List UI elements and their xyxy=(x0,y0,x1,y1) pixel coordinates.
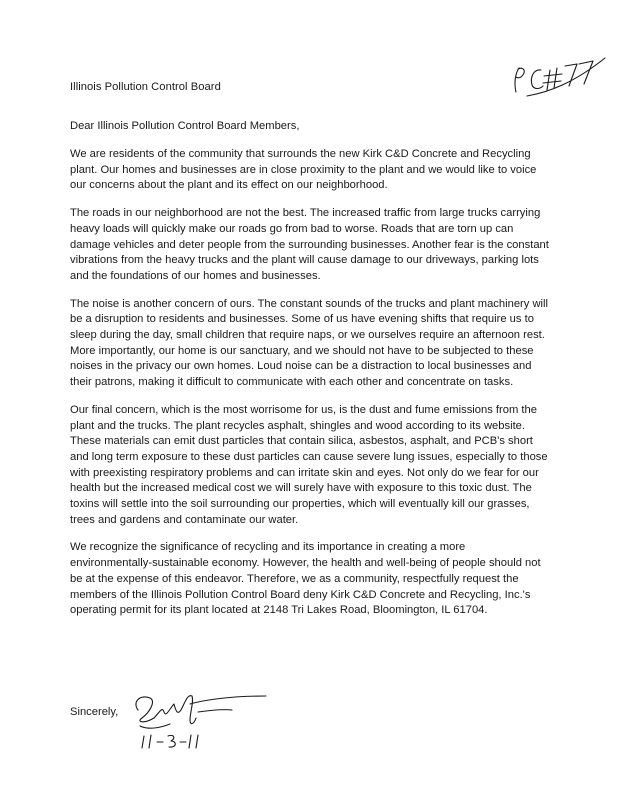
paragraph-roads: The roads in our neighborhood are not the best. The increased traffic from large trucks carrying heavy loads will quickly make our roads go from bad to worse. Roads that are torn up can damage vehicles and deter people from the surrounding businesses. Another fear is the constant vibrations from the heavy trucks and the plant will cause damage to our driveways, parking lots and the foundations of our homes and businesses. xyxy=(70,207,549,282)
paragraph-request: We recognize the significance of recycling and its importance in creating a more environmentally-sustainable economy. However, the health and well-being of people should not be at the expense of this endeavor. Therefore, we as a community, respectfully request the members of the Illinois Pollution Control Board deny Kirk C&D Concrete and Recycling, Inc.'s operating permit for its plant located at 2148 Tri Lakes Road, Bloomington, IL 61704. xyxy=(70,541,541,617)
letter-body xyxy=(70,147,550,631)
handwritten-signature xyxy=(120,682,280,752)
recipient-line: Illinois Pollution Control Board xyxy=(70,81,221,93)
handwritten-pc-number xyxy=(505,52,610,100)
paragraph-dust: Our final concern, which is the most worrisome for us, is the dust and fume emissions from the plant and the trucks. The plant recycles asphalt, shingles and wood according to its website. These materials can emit dust particles that contain silica, asbestos, asphalt, and PCB's short and long term exposure to these dust particles can cause severe lung issues, especially to those with preexisting respiratory problems and can irritate skin and eyes. Not only do we fear for our health but the increased medical cost we will surely have with exposure to this toxic dust. The toxins will settle into the soil surrounding our properties, which will eventually kill our grasses, trees and gardens and contaminate our water. xyxy=(70,403,548,526)
closing: Sincerely, xyxy=(70,706,119,718)
salutation: Dear Illinois Pollution Control Board Members, xyxy=(70,120,300,132)
paragraph-residents: We are residents of the community that surrounds the new Kirk C&D Concrete and Recycling plant. Our homes and businesses are in close proximity to the plant and we would like to voice our concerns about the plant and its effect on our neighborhood. xyxy=(70,148,537,192)
paragraph-noise: The noise is another concern of ours. The constant sounds of the trucks and plant machinery will be a disruption to residents and businesses. Some of us have evening shifts that require us to sleep during the day, small children that require naps, or we ourselves require an afternoon rest. More importantly, our home is our sanctuary, and we should not have to be subjected to these noises in the privacy our own homes. Loud noise can be a distraction to local businesses and their patrons, making it difficult to communicate with each other and concentrate on tasks. xyxy=(70,297,549,389)
